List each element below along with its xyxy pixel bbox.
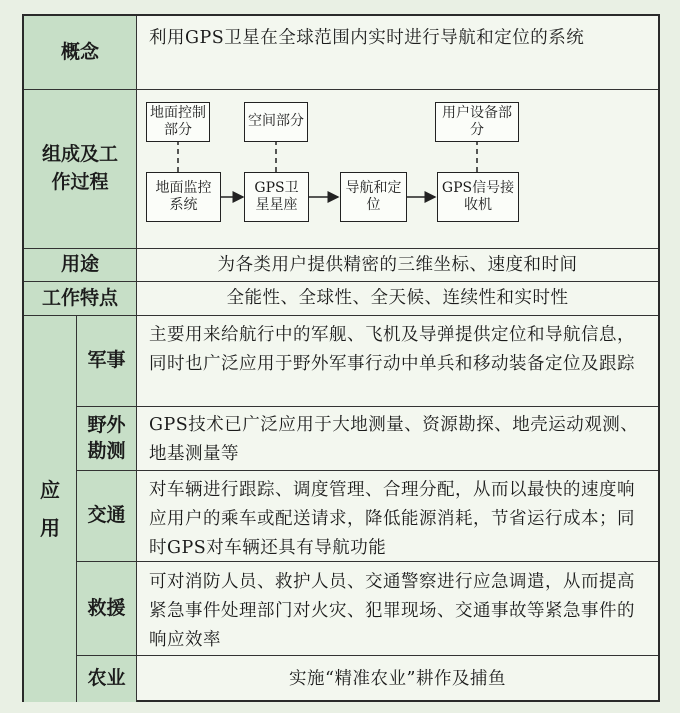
- row-composition: [24, 90, 658, 249]
- gps-summary-table: [22, 14, 660, 702]
- header-application: [24, 316, 77, 702]
- row-usage: [24, 249, 658, 282]
- row-application: [24, 316, 658, 702]
- box-gps-constellation: GPS卫星星座: [244, 172, 309, 222]
- box-navigation-positioning: 导航和定位: [340, 172, 407, 222]
- header-transport: 交通: [77, 471, 137, 561]
- agriculture-text: 实施“精准农业”耕作及捕鱼: [289, 668, 506, 689]
- app-rescue: [77, 562, 658, 656]
- app-field-survey: [77, 407, 658, 471]
- box-user-equipment: 用户设备部分: [435, 102, 519, 142]
- header-composition-line1: 组成及工: [41, 143, 118, 166]
- diagram-connectors: [137, 90, 660, 247]
- row-concept: [24, 16, 658, 90]
- features-text: 全能性、全球性、全天候、连续性和实时性: [226, 288, 569, 309]
- header-composition-line2: 作过程: [51, 171, 109, 193]
- rescue-text: 可对消防人员、救护人员、交通警察进行应急调遣，从而提高紧急事件处理部门对火灾、犯罪现场、交通事故等紧急事件的响应效率: [149, 572, 635, 650]
- header-features: 工作特点: [24, 282, 137, 315]
- transport-text: 对车辆进行跟踪、调度管理、合理分配，从而以最快的速度响应用户的乘车或配送请求，降低能源消耗，节省运行成本；同时GPS对车辆还具有导航功能: [149, 480, 635, 558]
- usage-text: 为各类用户提供精密的三维坐标、速度和时间: [217, 254, 578, 275]
- header-application-char2: 用: [40, 516, 60, 540]
- military-text: 主要用来给航行中的军舰、飞机及导弹提供定位和导航信息，同时也广泛应用于野外军事行动中单兵和移动装备定位及跟踪: [149, 325, 635, 374]
- composition-diagram: [137, 90, 658, 248]
- concept-text: 利用GPS卫星在全球范围内实时进行导航和定位的系统: [149, 28, 585, 48]
- header-concept: 概念: [24, 16, 137, 89]
- field-survey-text: GPS技术已广泛应用于大地测量、资源勘探、地壳运动观测、地基测量等: [149, 415, 639, 464]
- header-field-survey-text: 野外勘测: [87, 413, 126, 462]
- header-usage: 用途: [24, 249, 137, 281]
- header-rescue: 救援: [77, 562, 137, 655]
- app-agriculture: [77, 656, 658, 702]
- box-ground-monitoring: 地面监控系统: [146, 172, 221, 222]
- row-features: [24, 282, 658, 316]
- app-transport: [77, 471, 658, 562]
- box-space-segment: 空间部分: [244, 102, 308, 142]
- box-gps-receiver: GPS信号接收机: [437, 172, 519, 222]
- header-composition: [24, 90, 137, 248]
- header-field-survey: [77, 407, 137, 470]
- header-agriculture: 农业: [77, 656, 137, 702]
- box-ground-control: 地面控制部分: [146, 102, 210, 142]
- header-military: 军事: [77, 316, 137, 406]
- header-application-char1: 应: [40, 478, 60, 502]
- app-military: [77, 316, 658, 407]
